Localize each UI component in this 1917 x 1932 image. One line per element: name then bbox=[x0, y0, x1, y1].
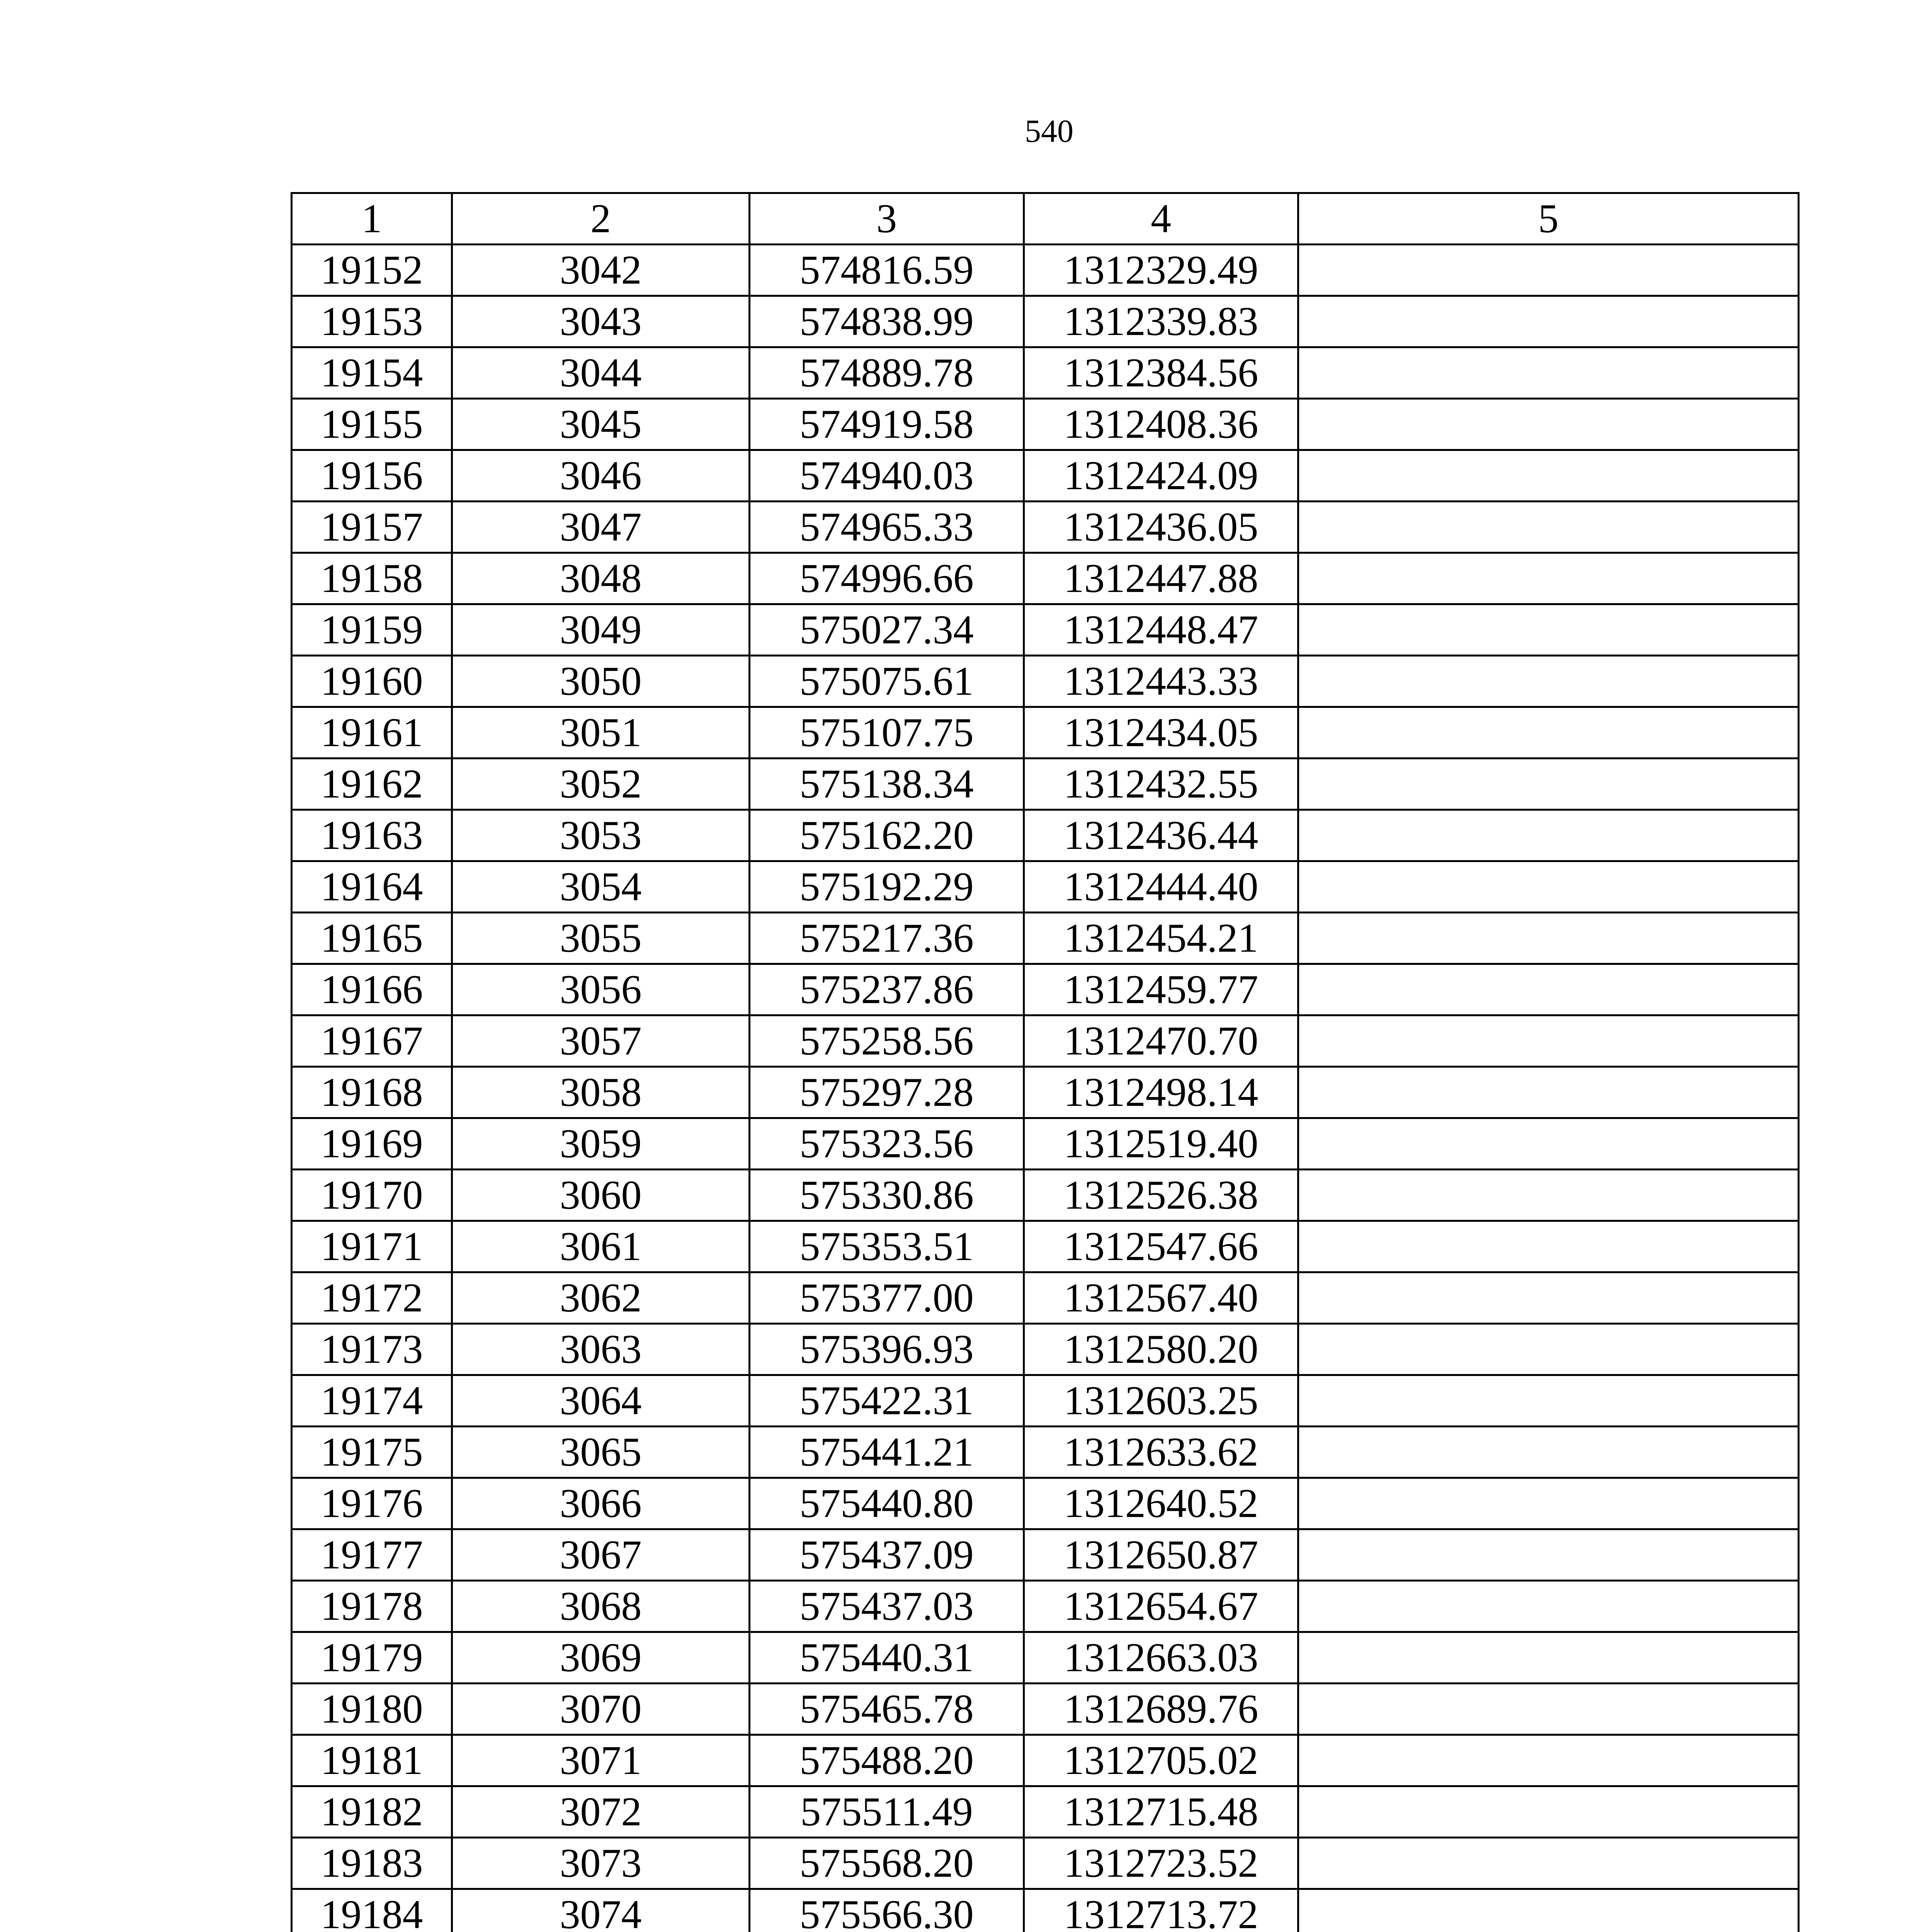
table-row bbox=[292, 810, 1799, 861]
table-row bbox=[292, 964, 1799, 1015]
table-cell: 3063 bbox=[452, 1324, 750, 1375]
table-cell: 19164 bbox=[292, 861, 452, 913]
table-cell: 1312723.52 bbox=[1024, 1838, 1298, 1889]
table-cell bbox=[1298, 1786, 1799, 1838]
table-row bbox=[292, 1015, 1799, 1067]
table-row bbox=[292, 1735, 1799, 1786]
table-row bbox=[292, 1889, 1799, 1932]
table-cell: 575437.09 bbox=[750, 1529, 1024, 1581]
table-cell: 1312519.40 bbox=[1024, 1118, 1298, 1170]
table-cell: 19153 bbox=[292, 296, 452, 347]
table-cell: 575297.28 bbox=[750, 1067, 1024, 1118]
table-body bbox=[292, 245, 1799, 1932]
table-row bbox=[292, 1118, 1799, 1170]
table-cell bbox=[1298, 759, 1799, 810]
table-cell: 1312432.55 bbox=[1024, 759, 1298, 810]
table-cell: 575027.34 bbox=[750, 604, 1024, 656]
table-cell: 575162.20 bbox=[750, 810, 1024, 861]
table-cell bbox=[1298, 502, 1799, 553]
table-cell: 575330.86 bbox=[750, 1170, 1024, 1221]
table-cell bbox=[1298, 1324, 1799, 1375]
table-cell: 3072 bbox=[452, 1786, 750, 1838]
table-cell: 3049 bbox=[452, 604, 750, 656]
table-cell bbox=[1298, 1581, 1799, 1632]
table-row bbox=[292, 1684, 1799, 1735]
table-row bbox=[292, 347, 1799, 399]
table-cell: 19174 bbox=[292, 1375, 452, 1427]
table-cell bbox=[1298, 399, 1799, 450]
table-cell: 3065 bbox=[452, 1427, 750, 1478]
table-cell: 3055 bbox=[452, 913, 750, 964]
table-cell bbox=[1298, 861, 1799, 913]
table-cell: 1312384.56 bbox=[1024, 347, 1298, 399]
table-cell: 1312444.40 bbox=[1024, 861, 1298, 913]
table-cell: 1312650.87 bbox=[1024, 1529, 1298, 1581]
table-cell: 3058 bbox=[452, 1067, 750, 1118]
table-cell: 575440.31 bbox=[750, 1632, 1024, 1684]
table-cell bbox=[1298, 913, 1799, 964]
table-row bbox=[292, 399, 1799, 450]
table-row bbox=[292, 1375, 1799, 1427]
table-cell: 1312526.38 bbox=[1024, 1170, 1298, 1221]
table-cell: 575511.49 bbox=[750, 1786, 1024, 1838]
table-cell bbox=[1298, 810, 1799, 861]
table-cell: 574996.66 bbox=[750, 553, 1024, 604]
column-header: 3 bbox=[750, 193, 1024, 245]
table-cell: 1312408.36 bbox=[1024, 399, 1298, 450]
column-header: 5 bbox=[1298, 193, 1799, 245]
table-cell bbox=[1298, 1272, 1799, 1324]
table-cell: 575192.29 bbox=[750, 861, 1024, 913]
table-row bbox=[292, 1170, 1799, 1221]
table-cell: 575422.31 bbox=[750, 1375, 1024, 1427]
table-cell bbox=[1298, 1221, 1799, 1272]
table-cell: 19166 bbox=[292, 964, 452, 1015]
table-cell: 3043 bbox=[452, 296, 750, 347]
table-row bbox=[292, 1478, 1799, 1529]
table-cell: 19163 bbox=[292, 810, 452, 861]
table-row bbox=[292, 1632, 1799, 1684]
table-row bbox=[292, 1581, 1799, 1632]
table-cell: 1312640.52 bbox=[1024, 1478, 1298, 1529]
header-row bbox=[292, 193, 1799, 245]
table-cell: 3067 bbox=[452, 1529, 750, 1581]
table-cell: 1312424.09 bbox=[1024, 450, 1298, 502]
table-cell: 3057 bbox=[452, 1015, 750, 1067]
table-cell: 1312603.25 bbox=[1024, 1375, 1298, 1427]
table-cell: 19176 bbox=[292, 1478, 452, 1529]
table-cell bbox=[1298, 347, 1799, 399]
table-cell: 19181 bbox=[292, 1735, 452, 1786]
table-row bbox=[292, 1838, 1799, 1889]
table-cell: 3051 bbox=[452, 707, 750, 759]
table-header bbox=[292, 193, 1799, 245]
table-cell: 3052 bbox=[452, 759, 750, 810]
table-row bbox=[292, 759, 1799, 810]
table-cell: 19173 bbox=[292, 1324, 452, 1375]
table-cell: 1312715.48 bbox=[1024, 1786, 1298, 1838]
table-cell: 19155 bbox=[292, 399, 452, 450]
table-cell: 19184 bbox=[292, 1889, 452, 1932]
table-cell: 1312547.66 bbox=[1024, 1221, 1298, 1272]
table-cell: 3070 bbox=[452, 1684, 750, 1735]
table-cell: 574919.58 bbox=[750, 399, 1024, 450]
table-cell: 19180 bbox=[292, 1684, 452, 1735]
table-cell bbox=[1298, 1170, 1799, 1221]
table-row bbox=[292, 450, 1799, 502]
table-cell: 1312443.33 bbox=[1024, 656, 1298, 707]
table-cell: 3047 bbox=[452, 502, 750, 553]
table-row bbox=[292, 1272, 1799, 1324]
table-cell: 575353.51 bbox=[750, 1221, 1024, 1272]
table-cell: 575568.20 bbox=[750, 1838, 1024, 1889]
table-cell: 575440.80 bbox=[750, 1478, 1024, 1529]
table-cell: 3050 bbox=[452, 656, 750, 707]
table-cell: 1312448.47 bbox=[1024, 604, 1298, 656]
table-cell bbox=[1298, 1632, 1799, 1684]
table-cell: 19161 bbox=[292, 707, 452, 759]
table-cell: 19182 bbox=[292, 1786, 452, 1838]
table-cell: 19167 bbox=[292, 1015, 452, 1067]
table-cell: 3061 bbox=[452, 1221, 750, 1272]
table-cell: 574838.99 bbox=[750, 296, 1024, 347]
table-cell bbox=[1298, 656, 1799, 707]
page-number: 540 bbox=[1025, 113, 1073, 149]
table-cell: 575377.00 bbox=[750, 1272, 1024, 1324]
table-cell: 19157 bbox=[292, 502, 452, 553]
table-cell: 19179 bbox=[292, 1632, 452, 1684]
table-cell: 1312498.14 bbox=[1024, 1067, 1298, 1118]
table-cell: 3048 bbox=[452, 553, 750, 604]
table-cell: 3073 bbox=[452, 1838, 750, 1889]
table-row bbox=[292, 296, 1799, 347]
table-cell: 3059 bbox=[452, 1118, 750, 1170]
table-cell: 19159 bbox=[292, 604, 452, 656]
column-header: 4 bbox=[1024, 193, 1298, 245]
table-cell: 575566.30 bbox=[750, 1889, 1024, 1932]
table-cell: 19170 bbox=[292, 1170, 452, 1221]
table-cell bbox=[1298, 296, 1799, 347]
table-cell bbox=[1298, 707, 1799, 759]
table-cell: 1312436.44 bbox=[1024, 810, 1298, 861]
table-cell: 19183 bbox=[292, 1838, 452, 1889]
table-cell: 3069 bbox=[452, 1632, 750, 1684]
table-cell: 3068 bbox=[452, 1581, 750, 1632]
table-cell: 1312654.67 bbox=[1024, 1581, 1298, 1632]
table-cell: 1312567.40 bbox=[1024, 1272, 1298, 1324]
column-header: 1 bbox=[292, 193, 452, 245]
table-cell bbox=[1298, 1375, 1799, 1427]
table-cell: 3042 bbox=[452, 245, 750, 296]
table-cell: 3062 bbox=[452, 1272, 750, 1324]
table-cell bbox=[1298, 1427, 1799, 1478]
table-cell bbox=[1298, 1838, 1799, 1889]
table-cell: 575075.61 bbox=[750, 656, 1024, 707]
table-row bbox=[292, 707, 1799, 759]
table-cell: 1312689.76 bbox=[1024, 1684, 1298, 1735]
table-row bbox=[292, 1221, 1799, 1272]
table-cell: 1312339.83 bbox=[1024, 296, 1298, 347]
table-cell: 3045 bbox=[452, 399, 750, 450]
table-cell: 575441.21 bbox=[750, 1427, 1024, 1478]
table-row bbox=[292, 1786, 1799, 1838]
table-cell: 19169 bbox=[292, 1118, 452, 1170]
table-cell: 1312705.02 bbox=[1024, 1735, 1298, 1786]
table-cell: 3071 bbox=[452, 1735, 750, 1786]
table-cell: 3046 bbox=[452, 450, 750, 502]
table-cell: 19177 bbox=[292, 1529, 452, 1581]
table-cell bbox=[1298, 450, 1799, 502]
table-cell: 1312580.20 bbox=[1024, 1324, 1298, 1375]
table-row bbox=[292, 502, 1799, 553]
table-row bbox=[292, 1529, 1799, 1581]
table-cell: 575437.03 bbox=[750, 1581, 1024, 1632]
table-cell: 19172 bbox=[292, 1272, 452, 1324]
table-cell: 1312663.03 bbox=[1024, 1632, 1298, 1684]
table-cell: 1312329.49 bbox=[1024, 245, 1298, 296]
table-cell: 19158 bbox=[292, 553, 452, 604]
table-cell bbox=[1298, 1735, 1799, 1786]
table-cell bbox=[1298, 1067, 1799, 1118]
table-cell bbox=[1298, 1118, 1799, 1170]
table-cell: 19171 bbox=[292, 1221, 452, 1272]
table-cell: 3044 bbox=[452, 347, 750, 399]
table-cell bbox=[1298, 604, 1799, 656]
table-row bbox=[292, 604, 1799, 656]
table-cell: 19168 bbox=[292, 1067, 452, 1118]
column-header: 2 bbox=[452, 193, 750, 245]
table-cell: 574965.33 bbox=[750, 502, 1024, 553]
table-cell: 1312434.05 bbox=[1024, 707, 1298, 759]
table-cell bbox=[1298, 1478, 1799, 1529]
table-cell bbox=[1298, 553, 1799, 604]
table-cell: 575488.20 bbox=[750, 1735, 1024, 1786]
table-cell: 19160 bbox=[292, 656, 452, 707]
table-cell: 575107.75 bbox=[750, 707, 1024, 759]
table-cell: 19156 bbox=[292, 450, 452, 502]
coordinates-table bbox=[291, 192, 1800, 1932]
table-cell: 19162 bbox=[292, 759, 452, 810]
table-cell: 1312470.70 bbox=[1024, 1015, 1298, 1067]
table-cell: 1312454.21 bbox=[1024, 913, 1298, 964]
table-row bbox=[292, 553, 1799, 604]
table-cell: 1312436.05 bbox=[1024, 502, 1298, 553]
table-cell: 1312633.62 bbox=[1024, 1427, 1298, 1478]
table-cell: 3064 bbox=[452, 1375, 750, 1427]
table-cell: 3074 bbox=[452, 1889, 750, 1932]
table-row bbox=[292, 913, 1799, 964]
table-cell: 19154 bbox=[292, 347, 452, 399]
table-cell: 575217.36 bbox=[750, 913, 1024, 964]
table-cell: 1312447.88 bbox=[1024, 553, 1298, 604]
table-cell: 1312713.72 bbox=[1024, 1889, 1298, 1932]
table-cell: 3053 bbox=[452, 810, 750, 861]
table-row bbox=[292, 1067, 1799, 1118]
table-row bbox=[292, 1427, 1799, 1478]
table-cell: 575465.78 bbox=[750, 1684, 1024, 1735]
table-cell bbox=[1298, 964, 1799, 1015]
table-cell: 574889.78 bbox=[750, 347, 1024, 399]
table-cell bbox=[1298, 245, 1799, 296]
table-row bbox=[292, 656, 1799, 707]
table-cell bbox=[1298, 1889, 1799, 1932]
table-cell: 575323.56 bbox=[750, 1118, 1024, 1170]
table-cell bbox=[1298, 1015, 1799, 1067]
table-cell: 574816.59 bbox=[750, 245, 1024, 296]
table-cell: 3054 bbox=[452, 861, 750, 913]
table-cell: 19165 bbox=[292, 913, 452, 964]
table-row bbox=[292, 1324, 1799, 1375]
table-cell: 3060 bbox=[452, 1170, 750, 1221]
table-row bbox=[292, 861, 1799, 913]
table-cell: 1312459.77 bbox=[1024, 964, 1298, 1015]
table-cell: 3066 bbox=[452, 1478, 750, 1529]
table-cell: 3056 bbox=[452, 964, 750, 1015]
table-cell: 19175 bbox=[292, 1427, 452, 1478]
table-cell: 575138.34 bbox=[750, 759, 1024, 810]
table-cell: 575396.93 bbox=[750, 1324, 1024, 1375]
table-cell: 575258.56 bbox=[750, 1015, 1024, 1067]
table-cell: 19178 bbox=[292, 1581, 452, 1632]
table-row bbox=[292, 245, 1799, 296]
table-cell: 19152 bbox=[292, 245, 452, 296]
table-cell: 575237.86 bbox=[750, 964, 1024, 1015]
table-cell bbox=[1298, 1529, 1799, 1581]
table-cell: 574940.03 bbox=[750, 450, 1024, 502]
table-cell bbox=[1298, 1684, 1799, 1735]
